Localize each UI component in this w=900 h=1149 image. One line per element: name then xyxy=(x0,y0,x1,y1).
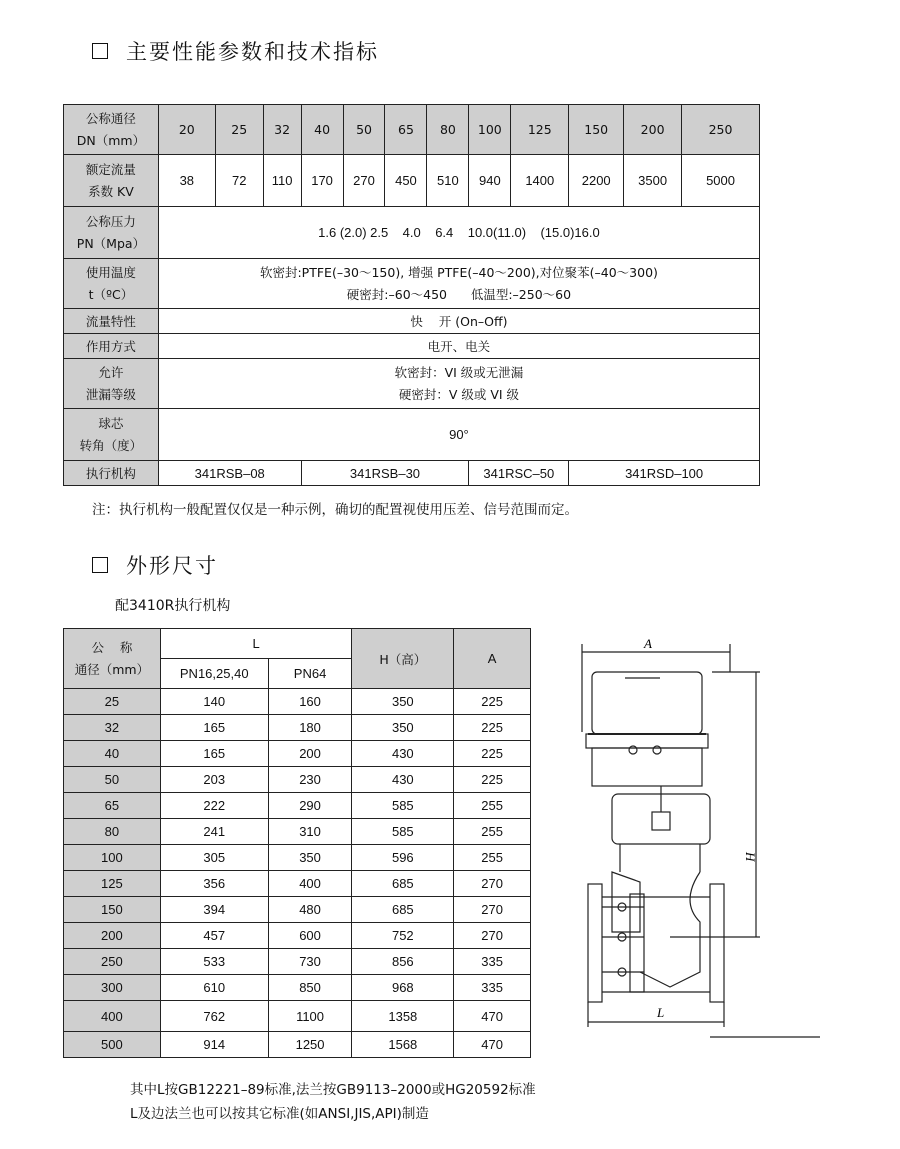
dn-value: 200 xyxy=(624,105,682,155)
table-row xyxy=(64,689,531,715)
dim-cell: 533 xyxy=(160,949,268,975)
kv-value: 270 xyxy=(343,155,385,207)
dn-value: 150 xyxy=(569,105,624,155)
table-row xyxy=(64,767,531,793)
dim-cell: 685 xyxy=(352,897,454,923)
dn-value: 50 xyxy=(343,105,385,155)
valve-body-left xyxy=(612,872,640,932)
kv-value: 940 xyxy=(469,155,511,207)
actuator-housing xyxy=(592,672,702,734)
temp-line-hard: 硬密封:–60～450 低温型:–250～60 xyxy=(346,286,572,302)
spec-row-temp xyxy=(64,259,760,309)
dim-body xyxy=(64,689,531,1058)
table-row xyxy=(64,793,531,819)
dn-cell: 125 xyxy=(64,871,161,897)
dim-cell: 160 xyxy=(268,689,352,715)
dim-cell: 400 xyxy=(268,871,352,897)
dimension-label-h: H xyxy=(743,852,758,862)
kv-value: 5000 xyxy=(682,155,760,207)
dn-cell: 100 xyxy=(64,845,161,871)
kv-value: 170 xyxy=(301,155,343,207)
dim-cell: 752 xyxy=(352,923,454,949)
flange-left xyxy=(588,884,602,1002)
dim-cell: 430 xyxy=(352,741,454,767)
kv-value: 38 xyxy=(158,155,215,207)
dim-cell: 222 xyxy=(160,793,268,819)
dim-cell: 270 xyxy=(454,897,531,923)
dn-value: 40 xyxy=(301,105,343,155)
pn-label-cell: 公称压力 PN（Mpa） xyxy=(64,207,159,259)
dn-label-cell: 公称通径 DN（mm） xyxy=(64,105,159,155)
dim-cell: 685 xyxy=(352,871,454,897)
dn-value: 20 xyxy=(158,105,215,155)
spec-row-actuator xyxy=(64,461,760,486)
mode-value: 电开、电关 xyxy=(158,334,759,359)
dim-cell: 310 xyxy=(268,819,352,845)
kv-value: 450 xyxy=(385,155,427,207)
dim-cell: 241 xyxy=(160,819,268,845)
dim-cell: 180 xyxy=(268,715,352,741)
valve-body-right xyxy=(640,872,700,987)
bolt-icon xyxy=(653,746,661,754)
dim-A-header: A xyxy=(454,629,531,689)
dim-cell: 165 xyxy=(160,715,268,741)
spec-row-mode xyxy=(64,334,760,359)
flange-inner xyxy=(630,894,644,992)
dim-cell: 480 xyxy=(268,897,352,923)
spec-note: 注：执行机构一般配置仅仅是一种示例，确切的配置视使用压差、信号范围而定。 xyxy=(92,502,578,518)
dim-cell: 230 xyxy=(268,767,352,793)
table-row xyxy=(64,923,531,949)
kv-value: 3500 xyxy=(624,155,682,207)
actuator-value: 341RSC–50 xyxy=(469,461,569,486)
dn-cell: 25 xyxy=(64,689,161,715)
dimension-label-l: L xyxy=(657,1005,665,1020)
actuator-value: 341RSB–08 xyxy=(158,461,301,486)
dim-cell: 600 xyxy=(268,923,352,949)
dn-value: 100 xyxy=(469,105,511,155)
dim-cell: 610 xyxy=(160,975,268,1001)
dim-cell: 394 xyxy=(160,897,268,923)
dim-cell: 850 xyxy=(268,975,352,1001)
dn-cell: 32 xyxy=(64,715,161,741)
dim-cell: 270 xyxy=(454,923,531,949)
dim-pn1-header: PN16,25,40 xyxy=(160,659,268,689)
checkbox-square-icon xyxy=(92,557,108,573)
dn-cell: 200 xyxy=(64,923,161,949)
dim-cell: 470 xyxy=(454,1032,531,1058)
dim-cell: 1568 xyxy=(352,1032,454,1058)
dn-cell: 250 xyxy=(64,949,161,975)
actuator-label-cell: 执行机构 xyxy=(64,461,159,486)
dn-cell: 400 xyxy=(64,1001,161,1032)
spec-row-kv xyxy=(64,155,760,207)
angle-value: 90° xyxy=(158,409,759,461)
dim-cell: 356 xyxy=(160,871,268,897)
spec-row-pn xyxy=(64,207,760,259)
dim-cell: 270 xyxy=(454,871,531,897)
dim-cell: 856 xyxy=(352,949,454,975)
temp-label-cell: 使用温度 t（ºC） xyxy=(64,259,159,309)
dim-pn2-header: PN64 xyxy=(268,659,352,689)
valve-drawing xyxy=(560,632,890,1042)
dim-header-row-1 xyxy=(64,629,531,659)
dim-cell: 457 xyxy=(160,923,268,949)
dim-cell: 290 xyxy=(268,793,352,819)
dn-value: 25 xyxy=(215,105,263,155)
dim-cell: 255 xyxy=(454,819,531,845)
mode-label-cell: 作用方式 xyxy=(64,334,159,359)
dim-H-header: H（高） xyxy=(352,629,454,689)
dim-cell: 585 xyxy=(352,819,454,845)
footer-line-standard: 其中L按GB12221–89标准,法兰按GB9113–2000或HG20592标准 xyxy=(130,1082,536,1098)
actuator-base xyxy=(586,734,708,748)
dim-cell: 596 xyxy=(352,845,454,871)
table-row xyxy=(64,845,531,871)
dim-cell: 1250 xyxy=(268,1032,352,1058)
dim-cell: 225 xyxy=(454,767,531,793)
flange-right xyxy=(710,884,724,1002)
dn-value: 80 xyxy=(427,105,469,155)
dim-cell: 255 xyxy=(454,845,531,871)
dim-cell: 1358 xyxy=(352,1001,454,1032)
dn-value: 125 xyxy=(511,105,569,155)
dn-cell: 40 xyxy=(64,741,161,767)
dim-cell: 255 xyxy=(454,793,531,819)
kv-value: 2200 xyxy=(569,155,624,207)
dim-cell: 200 xyxy=(268,741,352,767)
dn-cell: 500 xyxy=(64,1032,161,1058)
dn-value: 32 xyxy=(263,105,301,155)
dim-cell: 585 xyxy=(352,793,454,819)
dim-cell: 430 xyxy=(352,767,454,793)
table-row xyxy=(64,715,531,741)
dim-cell: 350 xyxy=(352,689,454,715)
table-row xyxy=(64,871,531,897)
temp-line-soft: 软密封:PTFE(–30～150), 增强 PTFE(–40～200),对位聚苯(–40～300) xyxy=(259,264,658,280)
bolt-icon xyxy=(629,746,637,754)
spec-table xyxy=(63,104,760,486)
dim-cell: 305 xyxy=(160,845,268,871)
dim-cell: 914 xyxy=(160,1032,268,1058)
section-title-text: 外形尺寸 xyxy=(126,554,218,578)
dim-cell: 350 xyxy=(352,715,454,741)
footer-line-alt-standard: L及边法兰也可以按其它标准(如ANSI,JIS,API)制造 xyxy=(130,1106,429,1122)
coupling xyxy=(652,812,670,830)
section-title-dimensions xyxy=(92,550,218,580)
dn-value: 65 xyxy=(385,105,427,155)
angle-label-cell: 球芯 转角（度） xyxy=(64,409,159,461)
leak-line-hard: 硬密封：V 级或 VI 级 xyxy=(398,386,520,402)
dim-dn-header: 公 称 通径（mm） xyxy=(64,629,161,689)
dim-cell: 470 xyxy=(454,1001,531,1032)
dn-cell: 300 xyxy=(64,975,161,1001)
dn-cell: 80 xyxy=(64,819,161,845)
dimension-label-a: A xyxy=(644,636,652,651)
dim-cell: 165 xyxy=(160,741,268,767)
dn-cell: 65 xyxy=(64,793,161,819)
dn-cell: 150 xyxy=(64,897,161,923)
flow-label-cell: 流量特性 xyxy=(64,309,159,334)
section-title-text: 主要性能参数和技术指标 xyxy=(126,40,379,64)
actuator-value: 341RSD–100 xyxy=(569,461,760,486)
table-row xyxy=(64,949,531,975)
table-row xyxy=(64,819,531,845)
table-row xyxy=(64,1001,531,1032)
kv-value: 510 xyxy=(427,155,469,207)
table-row xyxy=(64,1032,531,1058)
leak-label-cell: 允许 泄漏等级 xyxy=(64,359,159,409)
dim-cell: 225 xyxy=(454,715,531,741)
temp-value-cell xyxy=(158,259,759,309)
dim-cell: 335 xyxy=(454,949,531,975)
table-row xyxy=(64,897,531,923)
actuator-lower-housing xyxy=(592,748,702,786)
dim-cell: 225 xyxy=(454,741,531,767)
dim-L-header: L xyxy=(160,629,352,659)
dim-cell: 730 xyxy=(268,949,352,975)
checkbox-square-icon xyxy=(92,43,108,59)
section-title-specs xyxy=(92,36,379,66)
kv-value: 110 xyxy=(263,155,301,207)
kv-value: 1400 xyxy=(511,155,569,207)
dim-cell: 968 xyxy=(352,975,454,1001)
dn-cell: 50 xyxy=(64,767,161,793)
dim-cell: 350 xyxy=(268,845,352,871)
dn-value: 250 xyxy=(682,105,760,155)
section-subtitle: 配3410R执行机构 xyxy=(115,598,231,614)
pn-value: 1.6 (2.0) 2.5 4.0 6.4 10.0(11.0) (15.0)16.0 xyxy=(158,207,759,259)
leak-line-soft: 软密封：VI 级或无泄漏 xyxy=(394,364,524,380)
spec-row-leak xyxy=(64,359,760,409)
kv-label-cell: 额定流量 系数 KV xyxy=(64,155,159,207)
actuator-value: 341RSB–30 xyxy=(301,461,469,486)
flow-value: 快 开 (On–Off) xyxy=(158,309,759,334)
dim-cell: 140 xyxy=(160,689,268,715)
dim-cell: 1100 xyxy=(268,1001,352,1032)
dim-cell: 335 xyxy=(454,975,531,1001)
dim-cell: 203 xyxy=(160,767,268,793)
dim-cell: 225 xyxy=(454,689,531,715)
spec-row-angle xyxy=(64,409,760,461)
table-row xyxy=(64,975,531,1001)
table-row xyxy=(64,741,531,767)
kv-value: 72 xyxy=(215,155,263,207)
spec-row-flow xyxy=(64,309,760,334)
leak-value-cell xyxy=(158,359,759,409)
dimension-table xyxy=(63,628,531,1058)
spec-row-dn xyxy=(64,105,760,155)
dim-cell: 762 xyxy=(160,1001,268,1032)
